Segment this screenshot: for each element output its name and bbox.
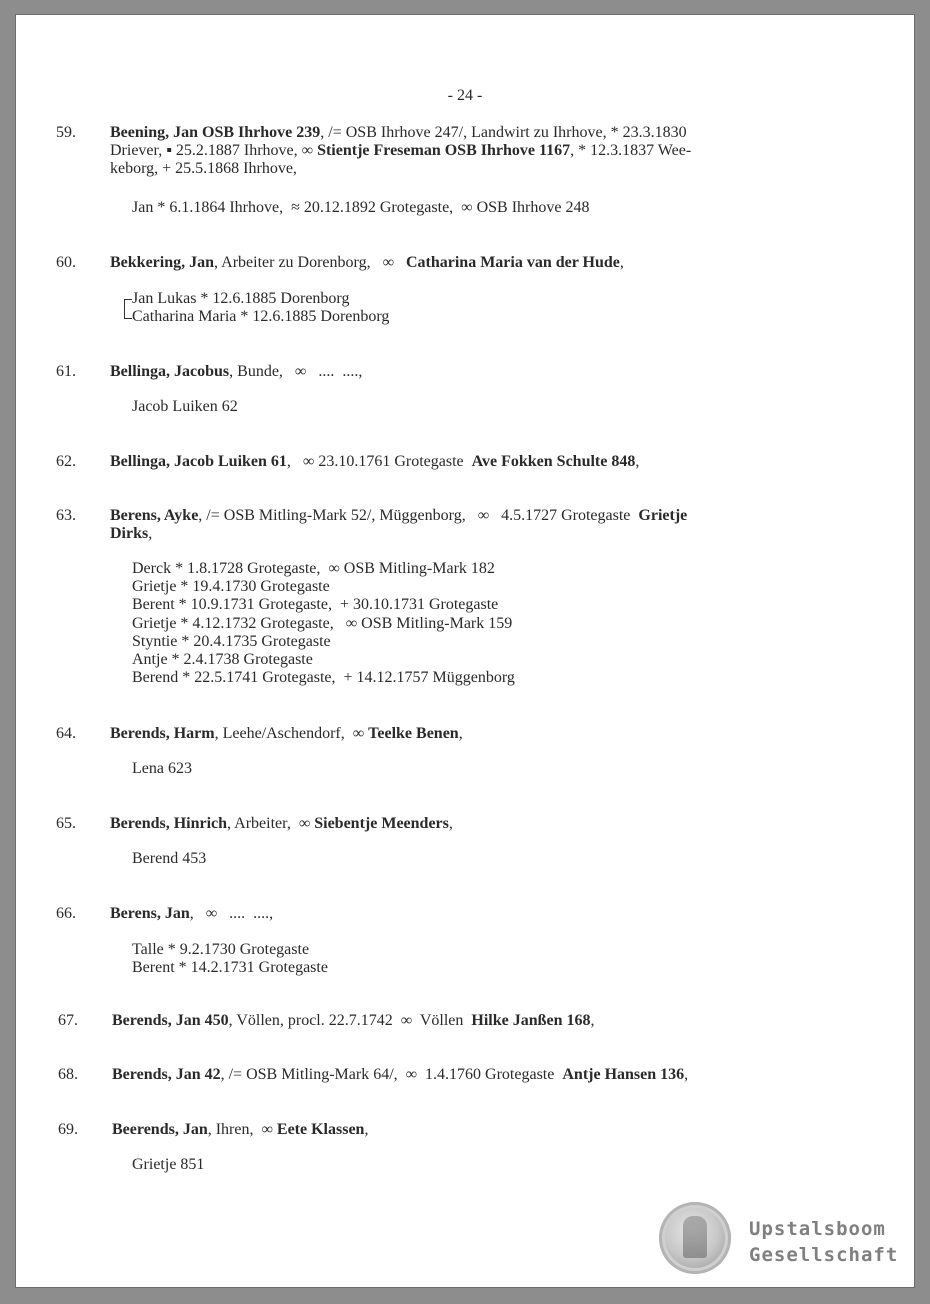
entry-details: , [364, 1121, 369, 1138]
entry-name: Beerends, Jan [112, 1121, 208, 1138]
entry-details: , ∞ 23.10.1761 Grotegaste [286, 453, 472, 470]
entry-number: 67. [58, 1012, 78, 1029]
entry-number: 64. [56, 725, 76, 742]
child-entry: Jan Lukas * 12.6.1885 Dorenborg [132, 290, 350, 307]
entry-name: Antje Hansen 136 [562, 1066, 685, 1083]
children-list [132, 760, 192, 778]
entry-name: Bekkering, Jan [110, 254, 215, 271]
entry-heading [112, 1066, 832, 1084]
children-list [132, 1156, 204, 1174]
entry-heading [110, 507, 830, 543]
children-list [132, 199, 589, 217]
entry-number: 62. [56, 453, 76, 470]
entry-number: 63. [56, 507, 76, 524]
children-list [132, 398, 238, 416]
entry-name: Siebentje Meenders [314, 815, 449, 832]
entry-name: Teelke Benen [368, 725, 459, 742]
entry-number: 66. [56, 905, 76, 922]
children-list [132, 560, 515, 687]
children-list [132, 941, 328, 977]
entry-details: , [684, 1066, 689, 1083]
entry-name: Berends, Jan 42 [112, 1066, 221, 1083]
society-logo [659, 1200, 919, 1278]
entry-number: 65. [56, 815, 76, 832]
entry-name: Grietje Dirks [110, 507, 688, 542]
entry-details: , Völlen, procl. 22.7.1742 ∞ Völlen [228, 1012, 472, 1029]
entry-details: , Bunde, ∞ .... ...., [229, 363, 363, 380]
entry-heading [110, 453, 830, 471]
entry-details: , Arbeiter, ∞ [227, 815, 315, 832]
entry-heading [110, 725, 830, 743]
entry-heading [110, 363, 830, 381]
entry-name: Eete Klassen [276, 1121, 365, 1138]
page-number: - 24 - [447, 87, 483, 104]
children-list [132, 290, 389, 326]
entry-name: Stientje Freseman OSB Ihrhove 1167 [317, 142, 571, 159]
entry-details: , /= OSB Ihrhove 247/, Landwirt zu Ihrhove, * 23.3.1830 Driever, ▪ 25.2.1887 Ihrhove, ∞ [110, 124, 687, 159]
child-entry: Jan * 6.1.1864 Ihrhove, ≈ 20.12.1892 Grotegaste, ∞ OSB Ihrhove 248 [132, 199, 590, 216]
entry-details: , [635, 453, 640, 470]
document-page [16, 15, 914, 1287]
child-entry: Antje * 2.4.1738 Grotegaste [132, 651, 313, 669]
child-entry: Berend 453 [132, 850, 207, 867]
entry-name: Ave Fokken Schulte 848 [471, 453, 636, 470]
twins-bracket [124, 299, 132, 319]
entry-name: Bellinga, Jacob Luiken 61 [110, 453, 287, 470]
entry-number: 68. [58, 1066, 78, 1083]
entry-name: Hilke Janßen 168 [471, 1012, 591, 1029]
entry-details: , [619, 254, 624, 271]
child-entry: Derck * 1.8.1728 Grotegaste, ∞ OSB Mitling-Mark 182 [132, 560, 495, 577]
seal-icon [659, 1202, 731, 1274]
entry-details: , Ihren, ∞ [207, 1121, 277, 1138]
entry-details: , [458, 725, 463, 742]
entry-name: Berends, Harm [110, 725, 215, 742]
entry-details: , /= OSB Mitling-Mark 64/, ∞ 1.4.1760 Grotegaste [220, 1066, 563, 1083]
child-entry: Grietje 851 [132, 1156, 205, 1173]
child-entry: Talle * 9.2.1730 Grotegaste [132, 941, 310, 958]
entry-details: , [148, 525, 153, 542]
entry-details: , Arbeiter zu Dorenborg, ∞ [214, 254, 406, 271]
entry-name: Berends, Jan 450 [112, 1012, 229, 1029]
entry-details: , * 12.3.1837 Wee- keborg, + 25.5.1868 Ihrhove, [110, 142, 692, 177]
entry-details: , [590, 1012, 595, 1029]
entry-name: Catharina Maria van der Hude [405, 254, 620, 271]
child-entry: Catharina Maria * 12.6.1885 Dorenborg [132, 308, 390, 326]
entry-details: , Leehe/Aschendorf, ∞ [214, 725, 369, 742]
entry-number: 69. [58, 1121, 78, 1138]
entry-heading [110, 905, 830, 923]
entry-heading [110, 815, 830, 833]
entry-name: Beening, Jan OSB Ihrhove 239 [110, 124, 321, 141]
child-entry: Berend * 22.5.1741 Grotegaste, + 14.12.1757 Müggenborg [132, 669, 515, 687]
entry-name: Berens, Ayke [110, 507, 199, 524]
entry-number: 61. [56, 363, 76, 380]
entry-name: Berends, Hinrich [110, 815, 228, 832]
entry-heading [110, 124, 830, 178]
entry-number: 59. [56, 124, 76, 141]
entry-heading [112, 1012, 832, 1030]
child-entry: Berent * 10.9.1731 Grotegaste, + 30.10.1731 Grotegaste [132, 596, 499, 614]
child-entry: Berent * 14.2.1731 Grotegaste [132, 959, 328, 977]
entry-details: , ∞ .... ...., [189, 905, 274, 922]
entry-heading [112, 1121, 832, 1139]
child-entry: Grietje * 19.4.1730 Grotegaste [132, 578, 330, 596]
entry-number: 60. [56, 254, 76, 271]
children-list [132, 850, 206, 868]
logo-text [749, 1216, 898, 1268]
entry-name: Berens, Jan [110, 905, 190, 922]
entry-details: , /= OSB Mitling-Mark 52/, Müggenborg, ∞ 4.5.1727 Grotegaste [198, 507, 639, 524]
entry-name: Bellinga, Jacobus [110, 363, 230, 380]
child-entry: Grietje * 4.12.1732 Grotegaste, ∞ OSB Mitling-Mark 159 [132, 614, 513, 632]
entry-details: , [448, 815, 453, 832]
logo-line-2: Gesellschaft [749, 1244, 899, 1266]
child-entry: Styntie * 20.4.1735 Grotegaste [132, 632, 331, 650]
child-entry: Lena 623 [132, 760, 192, 777]
child-entry: Jacob Luiken 62 [132, 398, 238, 415]
logo-line-1: Upstalsboom [749, 1218, 886, 1240]
entry-heading [110, 254, 830, 272]
